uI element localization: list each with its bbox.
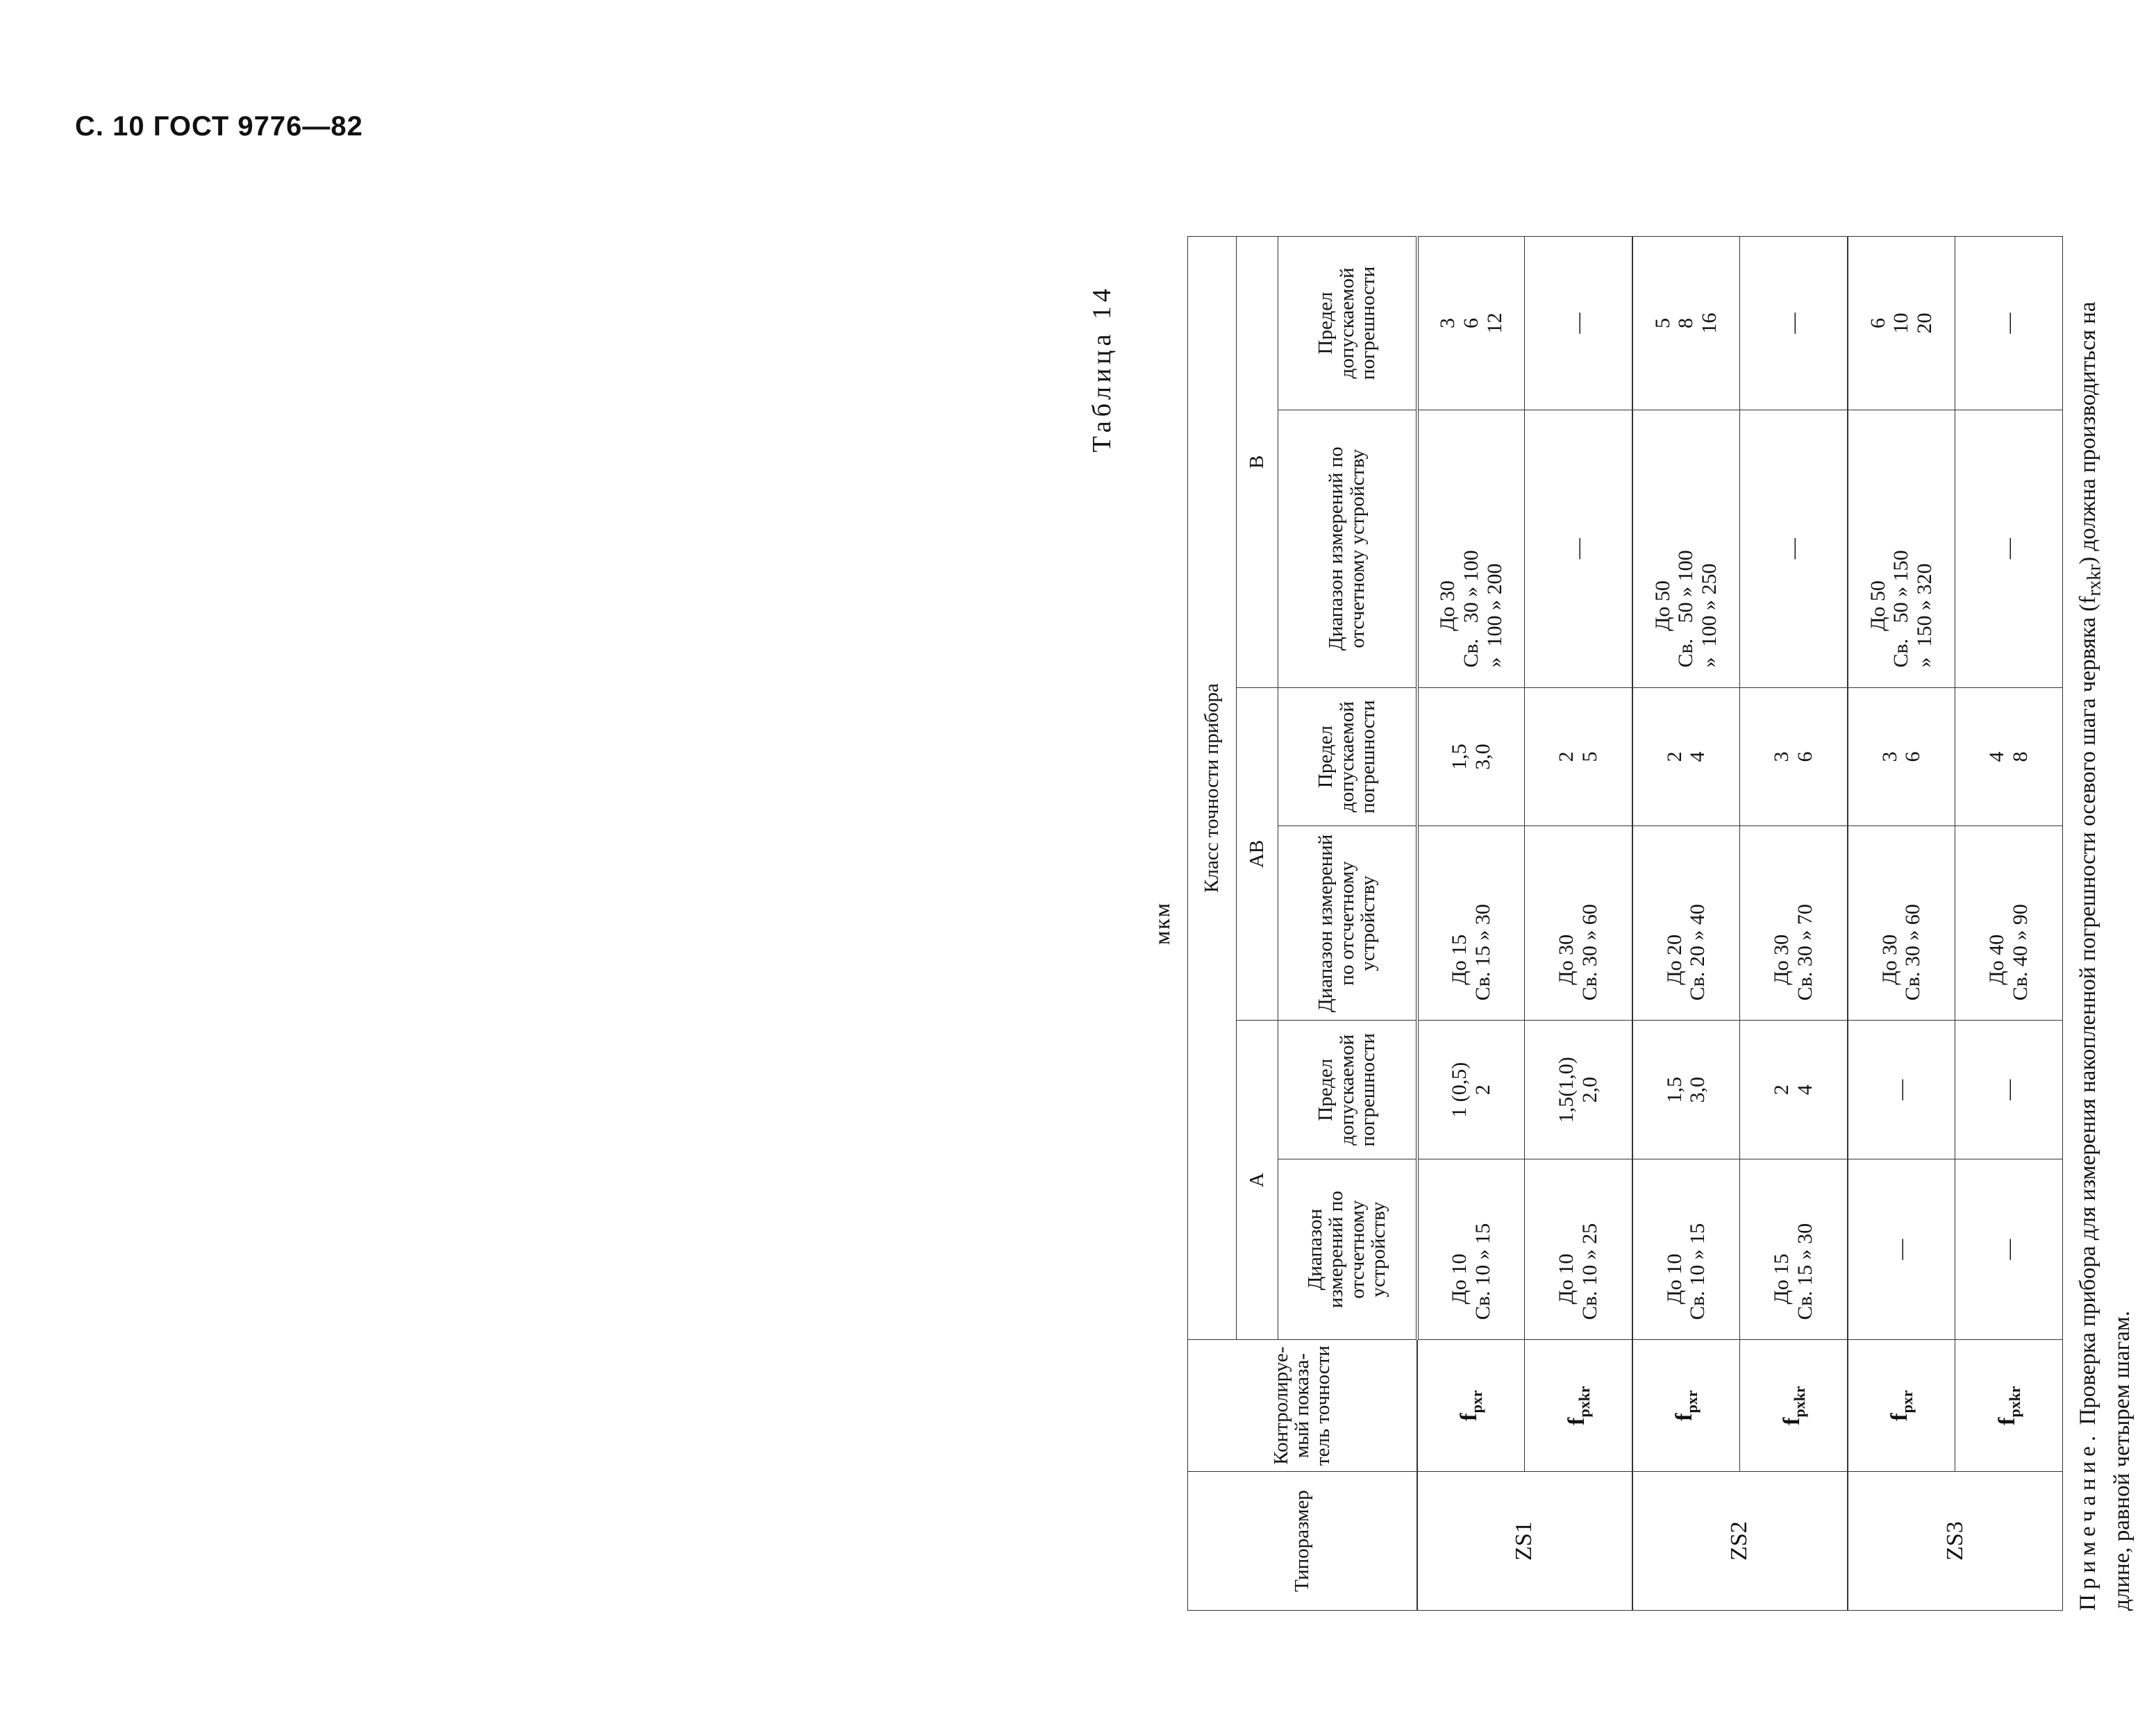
table-row bbox=[1417, 237, 1525, 1611]
ab-range-cell: До 40 Св. 40 » 90 bbox=[1955, 826, 2063, 1021]
ab-range-cell: До 20 Св. 20 » 40 bbox=[1632, 826, 1740, 1021]
b-range-cell: — bbox=[1740, 410, 1848, 687]
ab-range-cell: До 30 Св. 30 » 70 bbox=[1740, 826, 1848, 1021]
col-header-a-range: Диапазон измерений по отсчетному устройству bbox=[1278, 1159, 1417, 1340]
page-header: С. 10 ГОСТ 9776—82 bbox=[75, 111, 363, 142]
a-limit-cell: — bbox=[1955, 1021, 2063, 1159]
a-range-cell: До 15 Св. 15 » 30 bbox=[1740, 1159, 1848, 1340]
a-limit-cell: 1 (0,5) 2 bbox=[1417, 1021, 1525, 1159]
table-row bbox=[1848, 237, 1955, 1611]
ab-limit-cell: 3 6 bbox=[1740, 687, 1848, 826]
rotated-table-region bbox=[1087, 236, 2156, 1611]
b-range-cell: До 30 Св. 30 » 100 » 100 » 200 bbox=[1417, 410, 1525, 687]
table-note bbox=[2073, 236, 2137, 1611]
group-name: ZS2 bbox=[1632, 1472, 1848, 1611]
b-limit-cell: — bbox=[1955, 237, 2063, 410]
b-limit-cell: 6 10 20 bbox=[1848, 237, 1955, 410]
col-header-class-b: В bbox=[1237, 237, 1278, 688]
b-limit-cell: 3 6 12 bbox=[1417, 237, 1525, 410]
ab-limit-cell: 1,5 3,0 bbox=[1417, 687, 1525, 826]
col-header-control: Контролируе- мый показа- тель точности bbox=[1188, 1340, 1417, 1472]
col-header-b-limit: Предел допускаемой погрешности bbox=[1278, 237, 1417, 410]
col-header-ab-range: Диапазон измерений по отсчетному устройству bbox=[1278, 826, 1417, 1021]
control-index: $f_{pxkr}$ bbox=[1525, 1340, 1632, 1472]
ab-limit-cell: 2 5 bbox=[1525, 687, 1632, 826]
group-name: ZS1 bbox=[1417, 1472, 1632, 1611]
ab-range-cell: До 15 Св. 15 » 30 bbox=[1417, 826, 1525, 1021]
a-range-cell: До 10 Св. 10 » 15 bbox=[1417, 1159, 1525, 1340]
control-index: $f_{pxkr}$ bbox=[1955, 1340, 2063, 1472]
ab-limit-cell: 2 4 bbox=[1632, 687, 1740, 826]
table-row bbox=[1632, 237, 1740, 1611]
ab-range-cell: До 30 Св. 30 » 60 bbox=[1848, 826, 1955, 1021]
ab-range-cell: До 30 Св. 30 » 60 bbox=[1525, 826, 1632, 1021]
a-range-cell: — bbox=[1848, 1159, 1955, 1340]
table-row bbox=[1955, 237, 2063, 1611]
b-range-cell: До 50 Св. 50 » 100 » 100 » 250 bbox=[1632, 410, 1740, 687]
control-index: $f_{pxr}$ bbox=[1848, 1340, 1955, 1472]
ab-limit-cell: 3 6 bbox=[1848, 687, 1955, 826]
b-range-cell: — bbox=[1525, 410, 1632, 687]
control-index: $f_{pxr}$ bbox=[1632, 1340, 1740, 1472]
col-header-class-ab: АВ bbox=[1237, 687, 1278, 1021]
table-number: Таблица 14 bbox=[1087, 285, 1117, 453]
col-header-class-a: А bbox=[1237, 1021, 1278, 1340]
table-row bbox=[1740, 237, 1848, 1611]
ab-limit-cell: 4 8 bbox=[1955, 687, 2063, 826]
a-range-cell: До 10 Св. 10 » 25 bbox=[1525, 1159, 1632, 1340]
note-text-end: ) должна производиться на длине, равной четырем шагам. bbox=[2075, 301, 2134, 1611]
a-limit-cell: 2 4 bbox=[1740, 1021, 1848, 1159]
note-text: Проверка прибора для измерения накопленной погрешности осевого шага червяка (f bbox=[2075, 596, 2100, 1431]
unit-label: мкм bbox=[1149, 901, 1174, 946]
a-range-cell: До 10 Св. 10 » 15 bbox=[1632, 1159, 1740, 1340]
col-header-ab-limit: Предел допускаемой погрешности bbox=[1278, 687, 1417, 826]
col-header-b-range: Диапазон измерений по отсчетному устройству bbox=[1278, 410, 1417, 687]
b-range-cell: — bbox=[1955, 410, 2063, 687]
control-index: $f_{pxr}$ bbox=[1417, 1340, 1525, 1472]
note-subscript: rxkr bbox=[2082, 564, 2105, 596]
accuracy-table bbox=[1187, 236, 2063, 1611]
a-limit-cell: 1,5(1,0) 2,0 bbox=[1525, 1021, 1632, 1159]
table-row bbox=[1525, 237, 1632, 1611]
b-limit-cell: 5 8 16 bbox=[1632, 237, 1740, 410]
col-header-accuracy-class: Класс точности прибора bbox=[1188, 237, 1237, 1340]
b-range-cell: До 50 Св. 50 » 150 » 150 » 320 bbox=[1848, 410, 1955, 687]
control-index: $f_{pxkr}$ bbox=[1740, 1340, 1848, 1472]
a-limit-cell: — bbox=[1848, 1021, 1955, 1159]
b-limit-cell: — bbox=[1740, 237, 1848, 410]
note-label: Примечание. bbox=[2075, 1430, 2100, 1611]
a-range-cell: — bbox=[1955, 1159, 2063, 1340]
a-limit-cell: 1,5 3,0 bbox=[1632, 1021, 1740, 1159]
col-header-tiporazmer: Типоразмер bbox=[1188, 1472, 1417, 1611]
col-header-a-limit: Предел допускаемой погрешности bbox=[1278, 1021, 1417, 1159]
b-limit-cell: — bbox=[1525, 237, 1632, 410]
group-name: ZS3 bbox=[1848, 1472, 2063, 1611]
